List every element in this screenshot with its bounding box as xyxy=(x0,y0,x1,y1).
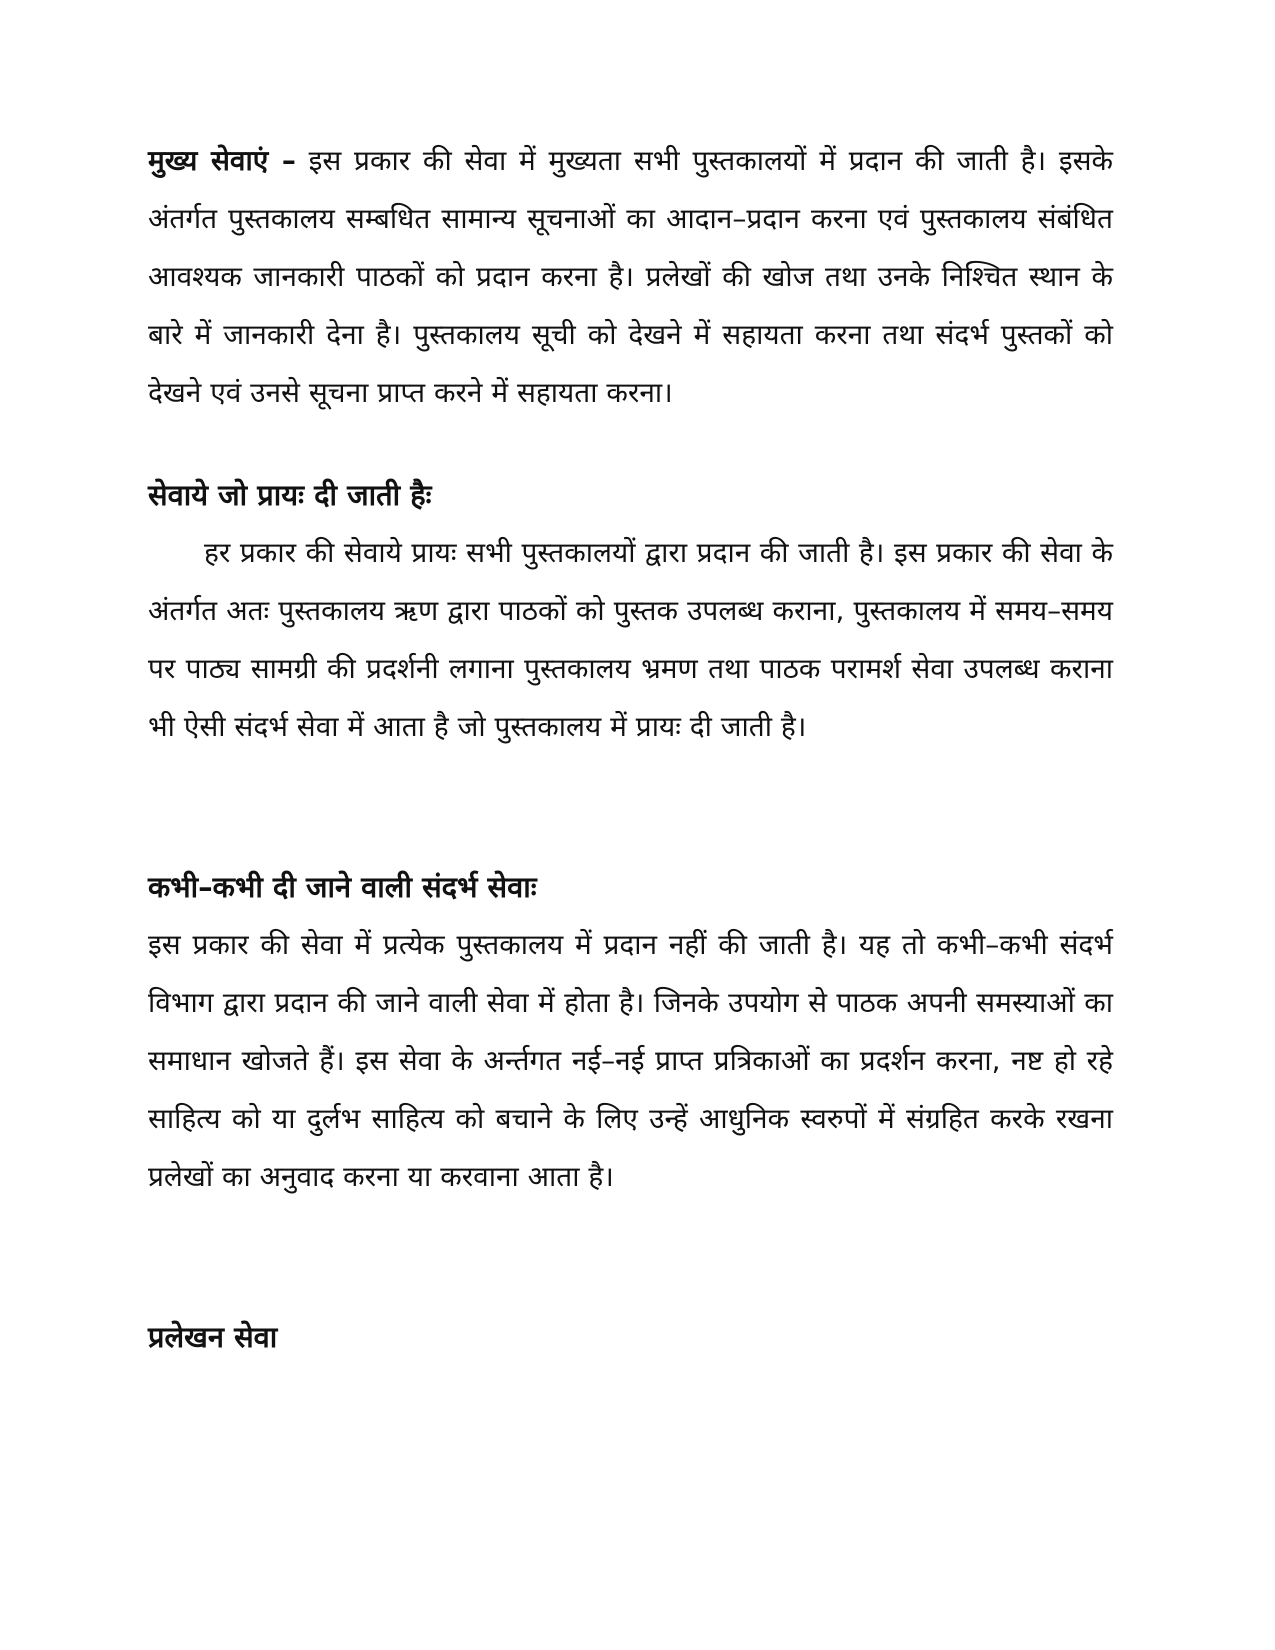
documentation-service-heading: प्रलेखन सेवा xyxy=(148,1320,278,1354)
occasional-services-paragraph: इस प्रकार की सेवा में प्रत्येक पुस्तकालय में प्रदान नहीं की जाती है। यह तो कभी–कभी संदर्भ विभाग द्वारा प्रदान की जाने वाली सेवा में होता है। जिनके उपयोग से पाठक अपनी समस्याओं का समाधान खोजते हैं। इस सेवा के अर्न्तगत नई–नई प्राप्त प्रत्रिकाओं का प्रदर्शन करना, नष्ट हो रहे साहित्य को या दुर्लभ साहित्य को बचाने के लिए उन्हें आधुनिक स्वरुपों में संग्रहित करके रखना प्रलेखों का अनुवाद करना या करवाना आता है। xyxy=(148,928,1113,1193)
main-services-paragraph xyxy=(148,132,1113,422)
main-services-heading: मुख्य सेवाएं – xyxy=(148,144,296,177)
occasional-services-section xyxy=(148,858,1113,1206)
main-services-section xyxy=(148,132,1113,422)
frequent-services-paragraph: हर प्रकार की सेवाये प्रायः सभी पुस्तकालयों द्वारा प्रदान की जाती है। इस प्रकार की सेवा के अंतर्गत अतः पुस्तकालय ऋण द्वारा पाठकों को पुस्तक उपलब्ध कराना, पुस्तकालय में समय–समय पर पाठ्य सामग्री की प्रदर्शनी लगाना पुस्तकालय भ्रमण तथा पाठक परामर्श सेवा उपलब्ध कराना भी ऐसी संदर्भ सेवा में आता है जो पुस्तकालय में प्रायः दी जाती है। xyxy=(148,536,1113,743)
occasional-services-heading: कभी–कभी दी जाने वाली संदर्भ सेवाः xyxy=(148,870,537,904)
documentation-service-section xyxy=(148,1308,1113,1366)
main-services-text: इस प्रकार की सेवा में मुख्यता सभी पुस्तकालयों में प्रदान की जाती है। इसके अंतर्गत पुस्तकालय सम्बधित सामान्य सूचनाओं का आदान–प्रदान करना एवं पुस्तकालय संबंधित आवश्यक जानकारी पाठकों को प्रदान करना है। प्रलेखों की खोज तथा उनके निश्चित स्थान के बारे में जानकारी देना है। पुस्तकालय सूची को देखने में सहायता करना तथा संदर्भ पुस्तकों को देखने एवं उनसे सूचना प्राप्त करने में सहायता करना। xyxy=(148,144,1114,409)
frequent-services-heading: सेवाये जो प्रायः दी जाती हैः xyxy=(148,478,432,512)
frequent-services-section xyxy=(148,466,1113,756)
